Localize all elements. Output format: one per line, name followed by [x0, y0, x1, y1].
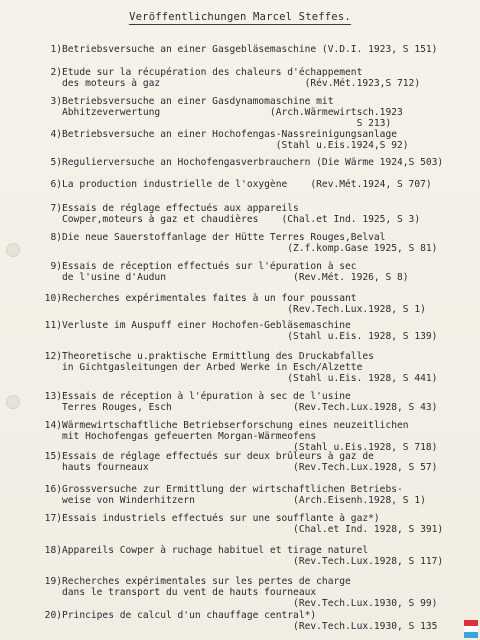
- entry-text-line: Verluste im Auspuff einer Hochofen-Gebläsemaschine: [62, 320, 351, 331]
- entry-text-line: Essais de réglage effectués sur deux brûleurs à gaz de: [62, 451, 374, 462]
- entry-number: 10): [44, 293, 62, 304]
- entry-text-line: dans le transport du vent de hauts fourneaux: [62, 587, 317, 598]
- entry-number: 2): [50, 67, 62, 78]
- entry-text-line: (Chal.et Ind. 1928, S 391): [62, 524, 444, 535]
- entry-number: 12): [44, 351, 62, 362]
- entry-text-line: (Rev.Tech.Lux.1928, S 1): [62, 304, 426, 315]
- entry-text-line: Betriebsversuche an einer Gasgebläsemaschine (V.D.I. 1923, S 151): [62, 44, 438, 55]
- entry-text-line: Theoretische u.praktische Ermittlung des Druckabfalles: [62, 351, 374, 362]
- entry-text-line: La production industrielle de l'oxygène (Rev.Mét.1924, S 707): [62, 179, 432, 190]
- entry-number: 17): [44, 513, 62, 524]
- punch-hole: [6, 243, 20, 257]
- entry-number: 6): [50, 179, 62, 190]
- entry-text-line: Die neue Sauerstoffanlage der Hütte Terres Rouges,Belval: [62, 232, 386, 243]
- entry-text-line: Recherches expérimentales faites à un four poussant: [62, 293, 357, 304]
- entry-number: 14): [44, 420, 62, 431]
- entry-text-line: (Stahl u.Eis. 1928, S 441): [62, 373, 438, 384]
- entry-text-line: Regulierversuche an Hochofengasverbrauchern (Die Wärme 1924,S 503): [62, 157, 444, 168]
- luxembourg-flag-icon: [464, 620, 478, 638]
- entry-number: 7): [50, 203, 62, 214]
- entry-text-line: Cowper,moteurs à gaz et chaudières (Chal.et Ind. 1925, S 3): [62, 214, 421, 225]
- entry-number: 13): [44, 391, 62, 402]
- entry-text-line: Terres Rouges, Esch (Rev.Tech.Lux.1928, S 43): [62, 402, 438, 413]
- entry-text-line: Essais industriels effectués sur une soufflante à gaz*): [62, 513, 380, 524]
- entry-number: 20): [44, 610, 62, 621]
- entry-text-line: Abhitzeverwertung (Arch.Wärmewirtsch.1923: [62, 107, 403, 118]
- entry-number: 19): [44, 576, 62, 587]
- entry-number: 5): [50, 157, 62, 168]
- entry-text-line: (Rev.Tech.Lux.1928, S 117): [62, 556, 444, 567]
- entry-number: 18): [44, 545, 62, 556]
- entry-text-line: Principes de calcul d'un chauffage central*): [62, 610, 317, 621]
- entry-text-line: (Stahl u.Eis. 1928, S 139): [62, 331, 438, 342]
- entry-text-line: Essais de réception effectués sur l'épuration à sec: [62, 261, 357, 272]
- entry-number: 11): [44, 320, 62, 331]
- entry-text-line: Recherches expérimentales sur les pertes de charge: [62, 576, 351, 587]
- entry-text-line: Wärmewirtschaftliche Betriebserforschung eines neuzeitlichen: [62, 420, 409, 431]
- entry-number: 8): [50, 232, 62, 243]
- entry-number: 1): [50, 44, 62, 55]
- entry-text-line: (Stahl u.Eis.1924,S 92): [62, 140, 409, 151]
- entry-text-line: Etude sur la récupération des chaleurs d'échappement: [62, 67, 363, 78]
- entry-text-line: mit Hochofengas gefeuerten Morgan-Wärmeofens: [62, 431, 317, 442]
- entry-number: 3): [50, 96, 62, 107]
- entry-text-line: Appareils Cowper à ruchage habituel et tirage naturel: [62, 545, 369, 556]
- entry-text-line: (Z.f.komp.Gase 1925, S 81): [62, 243, 438, 254]
- entry-text-line: (Rev.Tech.Lux.1930, S 99): [62, 598, 438, 609]
- entry-number: 4): [50, 129, 62, 140]
- entry-text-line: S 213): [62, 118, 392, 129]
- entry-text-line: de l'usine d'Audun (Rev.Mét. 1926, S 8): [62, 272, 409, 283]
- entry-text-line: Betriebsversuche an einer Hochofengas-Nassreinigungsanlage: [62, 129, 398, 140]
- entry-text-line: in Gichtgasleitungen der Arbed Werke in Esch/Alzette: [62, 362, 363, 373]
- entry-text-line: weise von Winderhitzern (Arch.Eisenh.1928, S 1): [62, 495, 426, 506]
- entry-text-line: Grossversuche zur Ermittlung der wirtschaftlichen Betriebs-: [62, 484, 403, 495]
- entry-text-line: (Stahl u.Eis.1928, S 718): [62, 442, 438, 453]
- entry-text-line: Essais de réglage effectués aux appareils: [62, 203, 299, 214]
- entry-text-line: des moteurs à gaz (Rév.Mét.1923,S 712): [62, 78, 421, 89]
- entry-text-line: (Rev.Tech.Lux.1930, S 135: [62, 621, 438, 632]
- entry-number: 16): [44, 484, 62, 495]
- entry-text-line: hauts fourneaux (Rev.Tech.Lux.1928, S 57): [62, 462, 438, 473]
- entry-number: 15): [44, 451, 62, 462]
- entry-number: 9): [50, 261, 62, 272]
- entry-text-line: Essais de réception à l'épuration à sec de l'usine: [62, 391, 351, 402]
- entry-text-line: Betriebsversuche an einer Gasdynamomaschine mit: [62, 96, 334, 107]
- page-title: Veröffentlichungen Marcel Steffes.: [129, 11, 351, 23]
